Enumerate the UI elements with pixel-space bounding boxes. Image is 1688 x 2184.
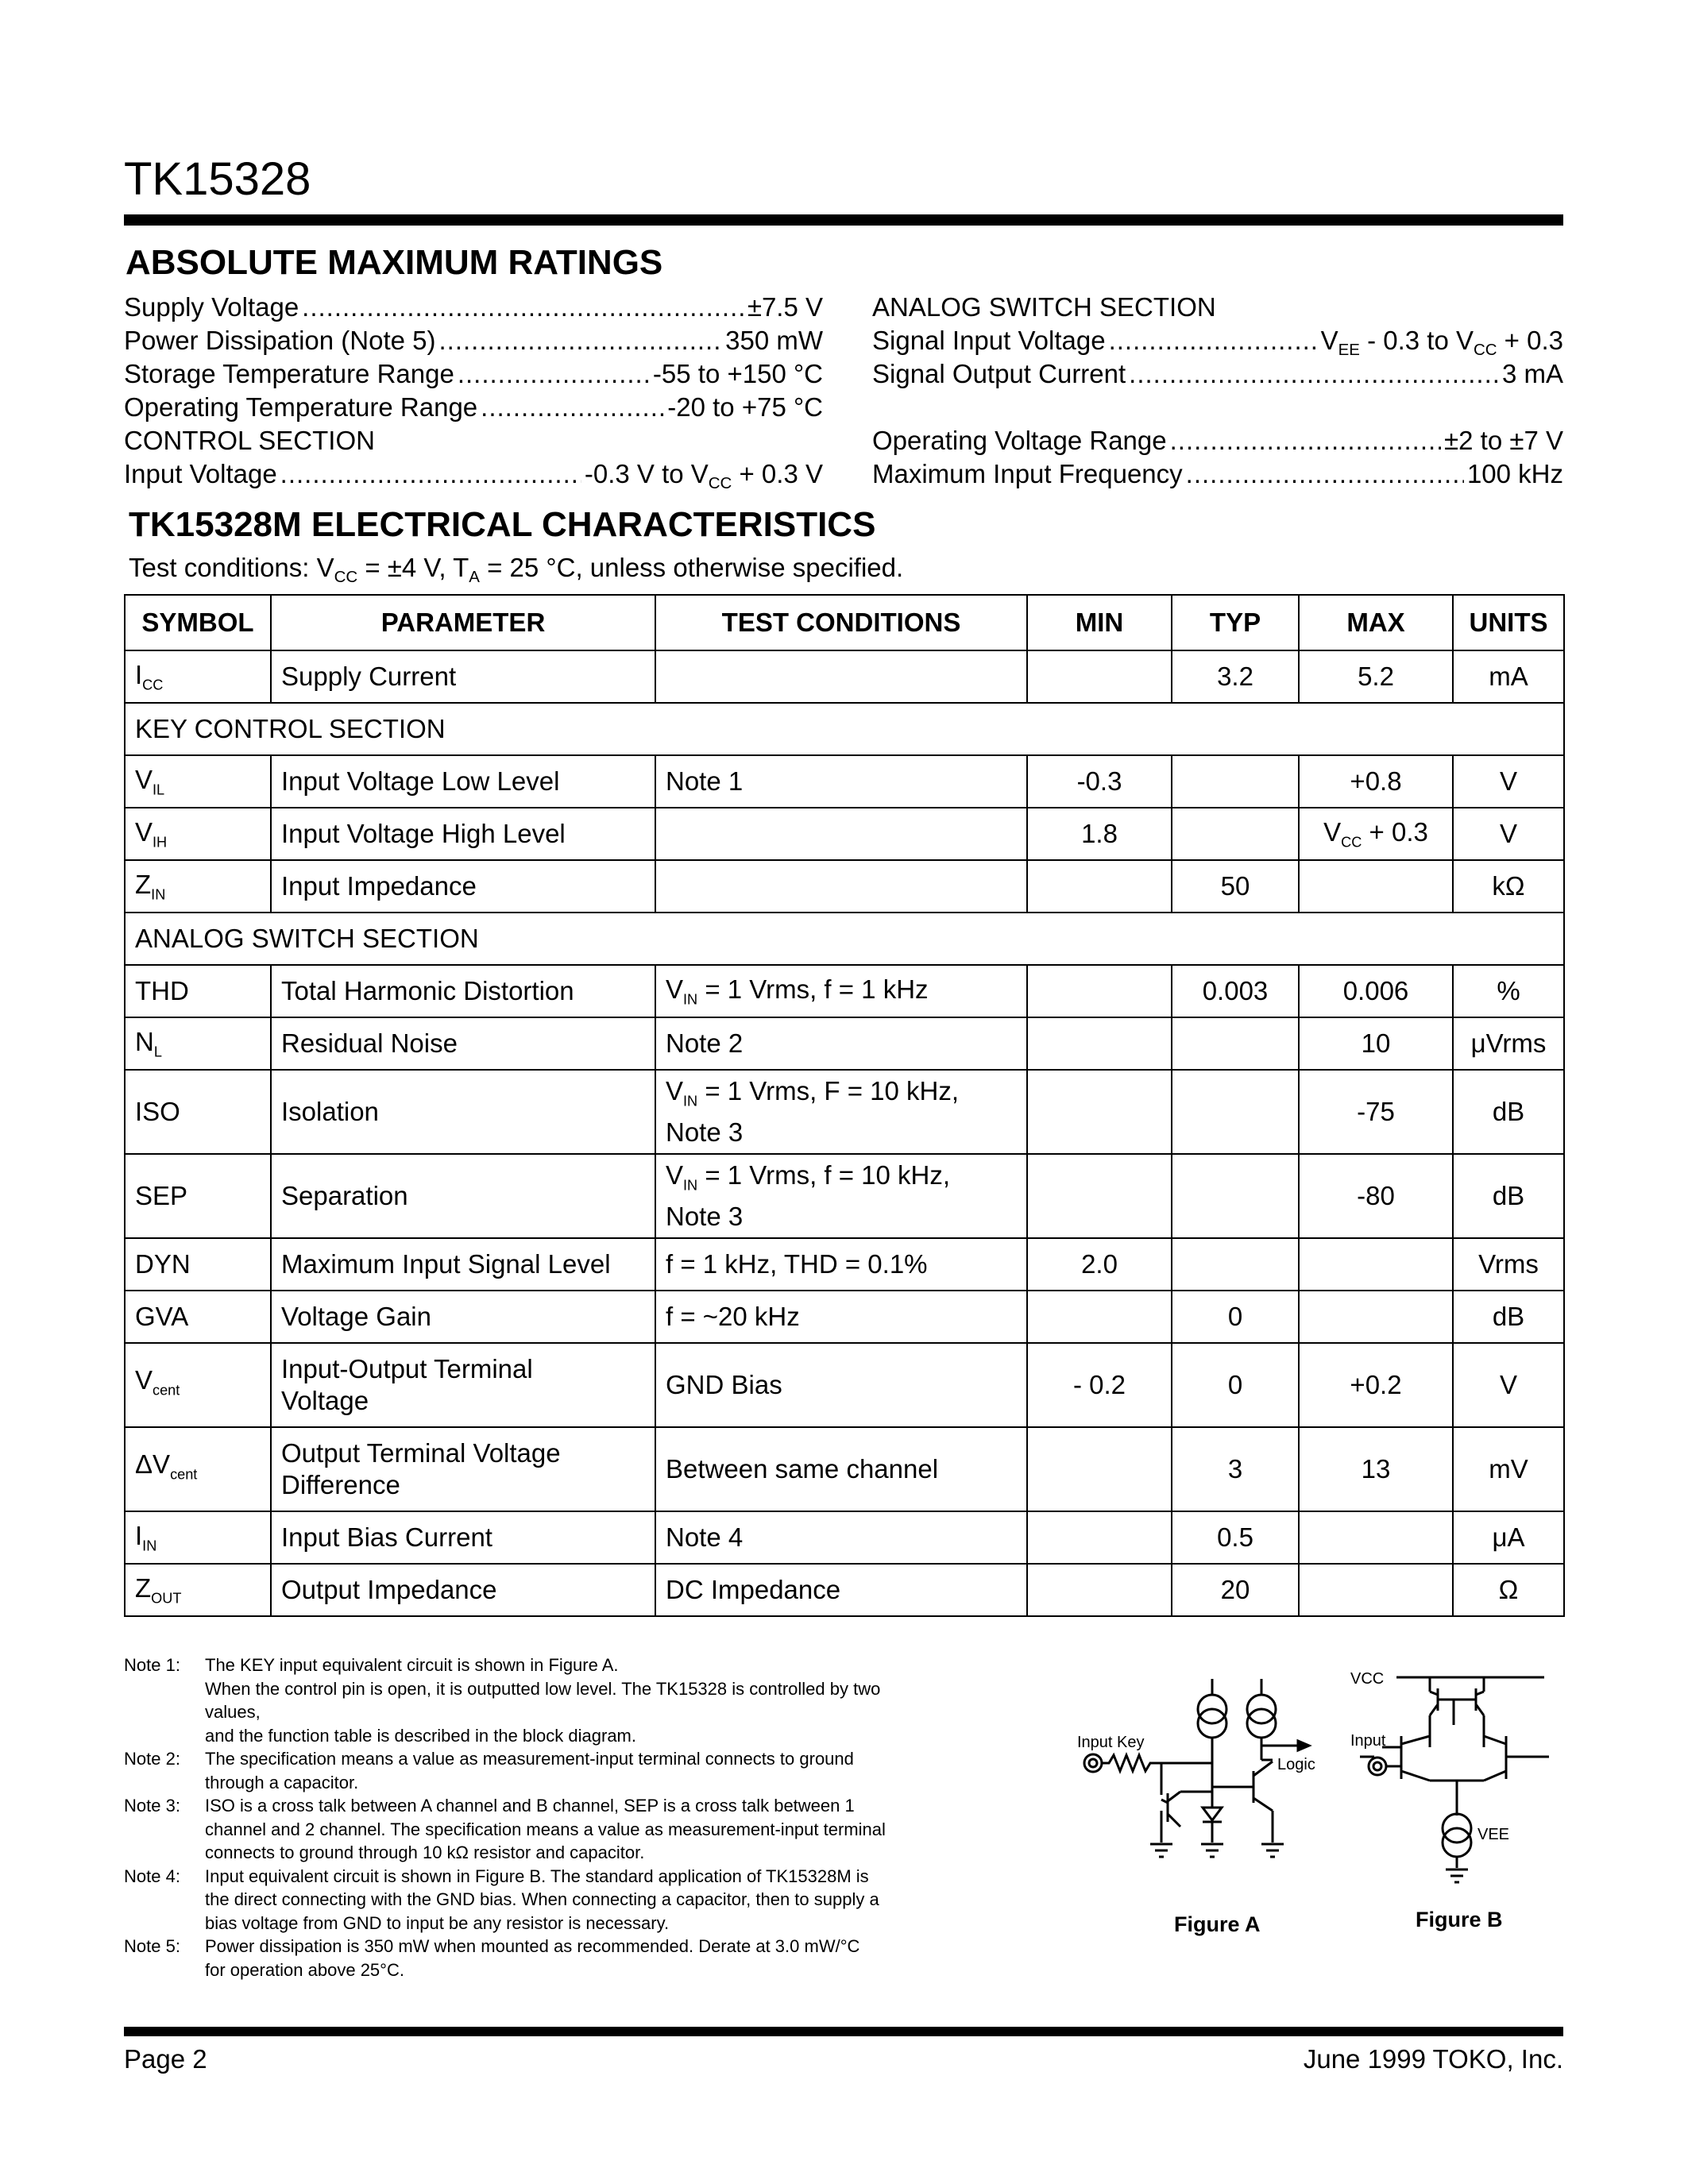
table-row: $V_{IL}$ Input Voltage Low Level Note 1 -0.3 +0.8 V [125, 755, 1564, 808]
rating-input-voltage: Input Voltage ..... -0.3 V to $V_{CC} + 0.3$ V [124, 457, 823, 491]
table-row: SEP Separation $V_{IN} = 1$ Vrms, f = 10 kHz, Note 3 -80 dB [125, 1154, 1564, 1238]
rating-signal-input-voltage: Signal Input Voltage ..... $V_{EE} - 0.3$ to $V_{CC} + 0.3$ [872, 324, 1563, 357]
table-row: $N_L$ Residual Noise Note 2 10 μVrms [125, 1017, 1564, 1070]
note-4: Note 4: Input equivalent circuit is shown in Figure B. The standard application of TK15328M is the direct connecting with the GND bias. When connecting a capacitor, then to supply a bias voltage from GND to input be any resistor is necessary. [124, 1866, 879, 1933]
table-row: GVA Voltage Gain f = ~20 kHz 0 dB [125, 1291, 1564, 1343]
rating-signal-output-current: Signal Output Current ..... 3 mA [872, 357, 1563, 391]
col-max: MAX [1299, 595, 1453, 650]
figure-b-circuit [1350, 1660, 1557, 1890]
rating-power-dissipation: Power Dissipation (Note 5) ..... 350 mW [124, 324, 823, 357]
footer-date-company: June 1999 TOKO, Inc. [1303, 2044, 1563, 2074]
rating-operating-voltage-range: Operating Voltage Range ..... ±2 to ±7 V [872, 424, 1563, 457]
figure-b-vee-label: VEE [1477, 1826, 1510, 1843]
figure-a-circuit [1072, 1668, 1327, 1874]
figure-b-input-label: Input [1350, 1732, 1386, 1750]
table-row: $V_{cent}$ Input-Output Terminal Voltage GND Bias - 0.2 0 +0.2 V [125, 1343, 1564, 1427]
note-2: Note 2: The specification means a value as measurement-input terminal connects to ground through a capacitor. [124, 1749, 854, 1792]
page-title: TK15328 [124, 153, 311, 205]
table-row: $I_{CC}$ Supply Current 3.2 5.2 mA [125, 650, 1564, 703]
note-5: Note 5: Power dissipation is 350 mW when mounted as recommended. Derate at 3.0 mW/°C for operation above 25°C. [124, 1936, 860, 1980]
figure-b-caption: Figure B [1416, 1908, 1503, 1931]
col-min: MIN [1027, 595, 1172, 650]
analog-section-label: ANALOG SWITCH SECTION [872, 292, 1216, 322]
rating-max-input-frequency: Maximum Input Frequency ..... 100 kHz [872, 457, 1563, 491]
rating-storage-temperature: Storage Temperature Range ..... -55 to +150 °C [124, 357, 823, 391]
col-typ: TYP [1172, 595, 1299, 650]
table-header-row [125, 595, 1564, 650]
col-test-conditions: TEST CONDITIONS [655, 595, 1027, 650]
table-row: $Z_{IN}$ Input Impedance 50 kΩ [125, 860, 1564, 913]
control-section-label: CONTROL SECTION [124, 426, 375, 455]
abs-max-right-column [872, 291, 1563, 491]
rating-operating-temperature: Operating Temperature Range ..... -20 to +75 °C [124, 391, 823, 424]
table-row: THD Total Harmonic Distortion $V_{IN} = 1$ Vrms, f = 1 kHz 0.003 0.006 % [125, 965, 1564, 1017]
table-row: $V_{IH}$ Input Voltage High Level 1.8 $V_{CC} + 0.3$ V [125, 808, 1564, 860]
table-row: DYN Maximum Input Signal Level f = 1 kHz, THD = 0.1% 2.0 Vrms [125, 1238, 1564, 1291]
input-terminal-icon [1084, 1754, 1102, 1772]
col-units: UNITS [1453, 595, 1564, 650]
figure-a-caption: Figure A [1174, 1912, 1261, 1936]
resistor-icon [1102, 1755, 1212, 1771]
diode-icon [1203, 1808, 1222, 1820]
figure-b-vcc-label: VCC [1350, 1670, 1385, 1688]
figure-a-logic-label: Logic [1277, 1756, 1315, 1773]
table-row: $I_{IN}$ Input Bias Current Note 4 0.5 μA [125, 1511, 1564, 1564]
table-row: $Z_{OUT}$ Output Impedance DC Impedance 20 Ω [125, 1564, 1564, 1616]
rating-supply-voltage: Supply Voltage ..... ±7.5 V [124, 291, 823, 324]
electrical-characteristics-table [124, 594, 1565, 1617]
col-symbol: SYMBOL [125, 595, 271, 650]
table-row: $\Delta V_{cent}$ Output Terminal Voltage Difference Between same channel 3 13 mV [125, 1427, 1564, 1511]
footer-page-number: Page 2 [124, 2044, 207, 2074]
note-1: Note 1: The KEY input equivalent circuit is shown in Figure A. When the control pin is open, it is outputted low level. The TK15328 is controlled by two values, and the function table is described in the block diagram. [124, 1655, 881, 1746]
notes-block [124, 1653, 990, 1981]
input-terminal-icon [1369, 1758, 1386, 1775]
top-rule [124, 214, 1563, 226]
abs-max-heading: ABSOLUTE MAXIMUM RATINGS [126, 243, 663, 282]
note-3: Note 3: ISO is a cross talk between A channel and B channel, SEP is a cross talk between 1 channel and 2 channel. The specification means a value as measurement-input terminal connects to ground through 10 kΩ resistor and capacitor. [124, 1796, 886, 1862]
abs-max-left-column [124, 291, 823, 491]
section-row-analog-switch: ANALOG SWITCH SECTION [125, 913, 1564, 965]
section-row-key-control: KEY CONTROL SECTION [125, 703, 1564, 755]
figure-a-input-key-label: Input Key [1077, 1734, 1145, 1751]
col-parameter: PARAMETER [271, 595, 655, 650]
table-row: ISO Isolation $V_{IN} = 1$ Vrms, F = 10 kHz, Note 3 -75 dB [125, 1070, 1564, 1154]
test-conditions-note: Test conditions: $V_{CC} = \pm 4$ V, $T_A = 25$ °C, unless otherwise specified. [129, 553, 904, 587]
ec-heading: TK15328M ELECTRICAL CHARACTERISTICS [129, 505, 876, 544]
bottom-rule [124, 2027, 1563, 2036]
